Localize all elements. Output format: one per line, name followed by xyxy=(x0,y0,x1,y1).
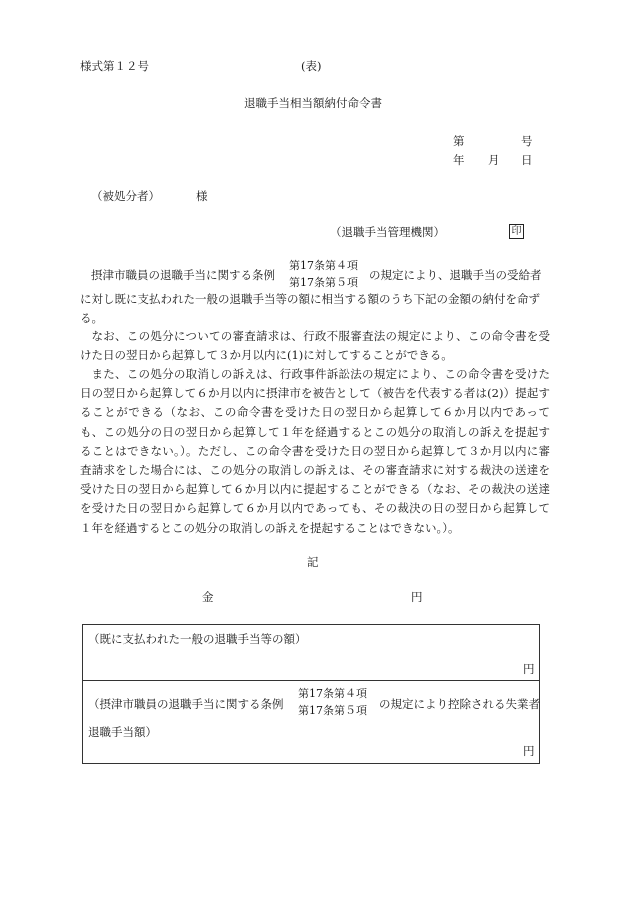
row2-article-a: 第17条第４項 xyxy=(298,687,367,700)
document-title: 退職手当相当額納付命令書 xyxy=(244,96,382,110)
table-row-deducted-amount xyxy=(82,680,540,764)
record-heading: 記 xyxy=(307,555,319,569)
row2-tail: の規定により控除される失業者 xyxy=(379,697,540,711)
side-label: (表) xyxy=(301,59,322,73)
lawsuit-paragraph: また、この処分の取消しの訴えは、行政事件訴訟法の規定により、この命令書を受けた日の翌日から起算して６か月以内に摂津市を被告として（被告を代表する者は(2)）提起することができる（なお、この命令書を受けた日の翌日から起算して６か月以内であっても、この処分の日の翌日から起算して１年を経過するとこの処分の取消しの訴えを提起することはできない。）。ただし、この命令書を受けた日の翌日から起算して３か月以内に審査請求をした場合には、この処分の取消しの訴えは、その審査請求に対する裁決の送達を受けた日の翌日から起算して６か月以内に提起することができる（なお、その裁決の送達を受けた日の翌日から起算して６か月以内であっても、その裁決の日の翌日から起算して１年を経過するとこの処分の取消しの訴えを提起することはできない。）。 xyxy=(80,367,550,535)
row2-unit: 円 xyxy=(523,744,535,758)
number-prefix: 第 xyxy=(453,134,465,148)
row1-unit: 円 xyxy=(523,662,535,676)
form-number: 様式第１２号 xyxy=(80,59,149,73)
table-row-paid-amount xyxy=(82,624,540,681)
amount-unit: 円 xyxy=(411,590,423,604)
seal-mark: 印 xyxy=(509,224,524,239)
row1-label: （既に支払われた一般の退職手当等の額） xyxy=(88,632,307,646)
p1-line3: る。 xyxy=(80,311,103,325)
date-day: 日 xyxy=(521,153,533,167)
p1-lead: 摂津市職員の退職手当に関する条例 xyxy=(91,268,275,282)
issuer-label: （退職手当管理機関） xyxy=(330,225,445,239)
appeal-paragraph: なお、この処分についての審査請求は、行政不服審査法の規定により、この命令書を受けた日の翌日から起算して３か月以内に(1)に対してすることができる。 xyxy=(80,329,550,363)
row2-lead: （摂津市職員の退職手当に関する条例 xyxy=(88,697,284,711)
row2-article-b: 第17条第５項 xyxy=(298,704,367,717)
addressee-honorific: 様 xyxy=(196,189,208,203)
date-year: 年 xyxy=(453,153,465,167)
amount-label: 金 xyxy=(202,590,214,604)
number-suffix: 号 xyxy=(521,134,533,148)
row2-line2: 退職手当額） xyxy=(88,725,157,739)
article-a: 第17条第４項 xyxy=(289,259,358,272)
p1-line2: に対し既に支払われた一般の退職手当等の額に相当する額のうち下記の金額の納付を命ず xyxy=(80,292,540,306)
date-month: 月 xyxy=(488,153,500,167)
p1-tail: の規定により、退職手当の受給者 xyxy=(369,268,542,282)
article-b: 第17条第５項 xyxy=(289,276,358,289)
addressee-label: （被処分者） xyxy=(91,189,160,203)
